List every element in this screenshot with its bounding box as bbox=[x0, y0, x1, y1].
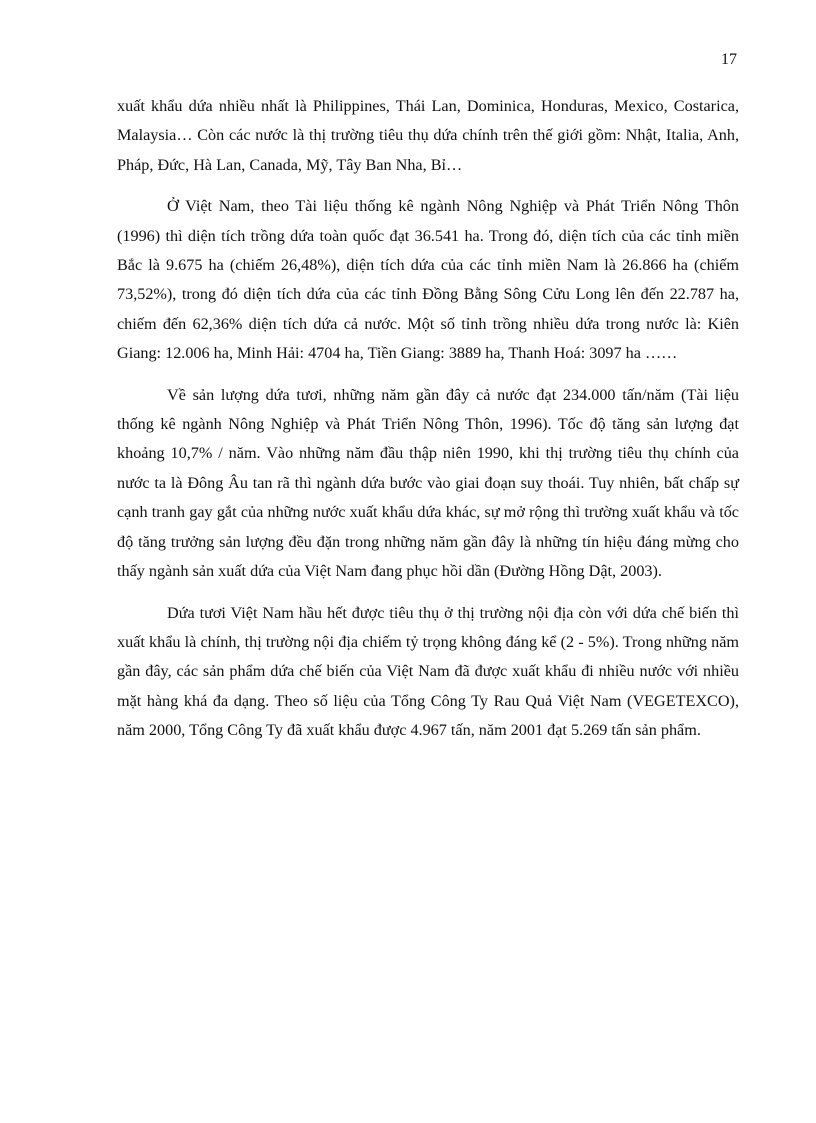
paragraph-vietnam-area: Ở Việt Nam, theo Tài liệu thống kê ngành Nông Nghiệp và Phát Triển Nông Thôn (1996) thì diện tích trồng dứa toàn quốc đạt 36.541 ha. Trong đó, diện tích của các tỉnh miền Bắc là 9.675 ha (chiếm 26,48%), diện tích dứa của các tỉnh miền Nam là 26.866 ha (chiếm 73,52%), trong đó diện tích dứa của các tỉnh Đồng Bằng Sông Cửu Long lên đến 22.787 ha, chiếm đến 62,36% diện tích dứa cả nước. Một số tỉnh trồng nhiều dứa trong nước là: Kiên Giang: 12.006 ha, Minh Hải: 4704 ha, Tiền Giang: 3889 ha, Thanh Hoá: 3097 ha …… bbox=[117, 197, 739, 363]
paragraph-export-countries: xuất khẩu dứa nhiều nhất là Philippines, Thái Lan, Dominica, Honduras, Mexico, Costarica, Malaysia… Còn các nước là thị trường tiêu thụ dứa chính trên thế giới gồm: Nhật, Italia, Anh, Pháp, Đức, Hà Lan, Canada, Mỹ, Tây Ban Nha, Bỉ… bbox=[117, 97, 739, 174]
document-body bbox=[117, 92, 739, 758]
paragraph-processed-export: Dứa tươi Việt Nam hầu hết được tiêu thụ ở thị trường nội địa còn với dứa chế biến thì xuất khẩu là chính, thị trường nội địa chiếm tỷ trọng không đáng kể (2 - 5%). Trong những năm gần đây, các sản phẩm dứa chế biến của Việt Nam đã được xuất khẩu đi nhiều nước với nhiều mặt hàng khá đa dạng. Theo số liệu của Tổng Công Ty Rau Quả Việt Nam (VEGETEXCO), năm 2000, Tổng Công Ty đã xuất khẩu được 4.967 tấn, năm 2001 đạt 5.269 tấn sản phẩm. bbox=[117, 603, 739, 740]
page-number: 17 bbox=[721, 51, 737, 68]
paragraph-fresh-output: Về sản lượng dứa tươi, những năm gần đây cả nước đạt 234.000 tấn/năm (Tài liệu thống kê ngành Nông Nghiệp và Phát Triển Nông Thôn, 1996). Tốc độ tăng sản lượng đạt khoảng 10,7% / năm. Vào những năm đầu thập niên 1990, khi thị trường tiêu thụ chính của nước ta là Đông Âu tan rã thì ngành dứa bước vào giai đoạn suy thoái. Tuy nhiên, bất chấp sự cạnh tranh gay gắt của những nước xuất khẩu dứa khác, sự mở rộng thì trường xuất khẩu và tốc độ tăng trưởng sản lượng đều đặn trong những năm gần đây là những tín hiệu đáng mừng cho thấy ngành sản xuất dứa của Việt Nam đang phục hồi dần (Đường Hồng Dật, 2003). bbox=[117, 385, 739, 581]
